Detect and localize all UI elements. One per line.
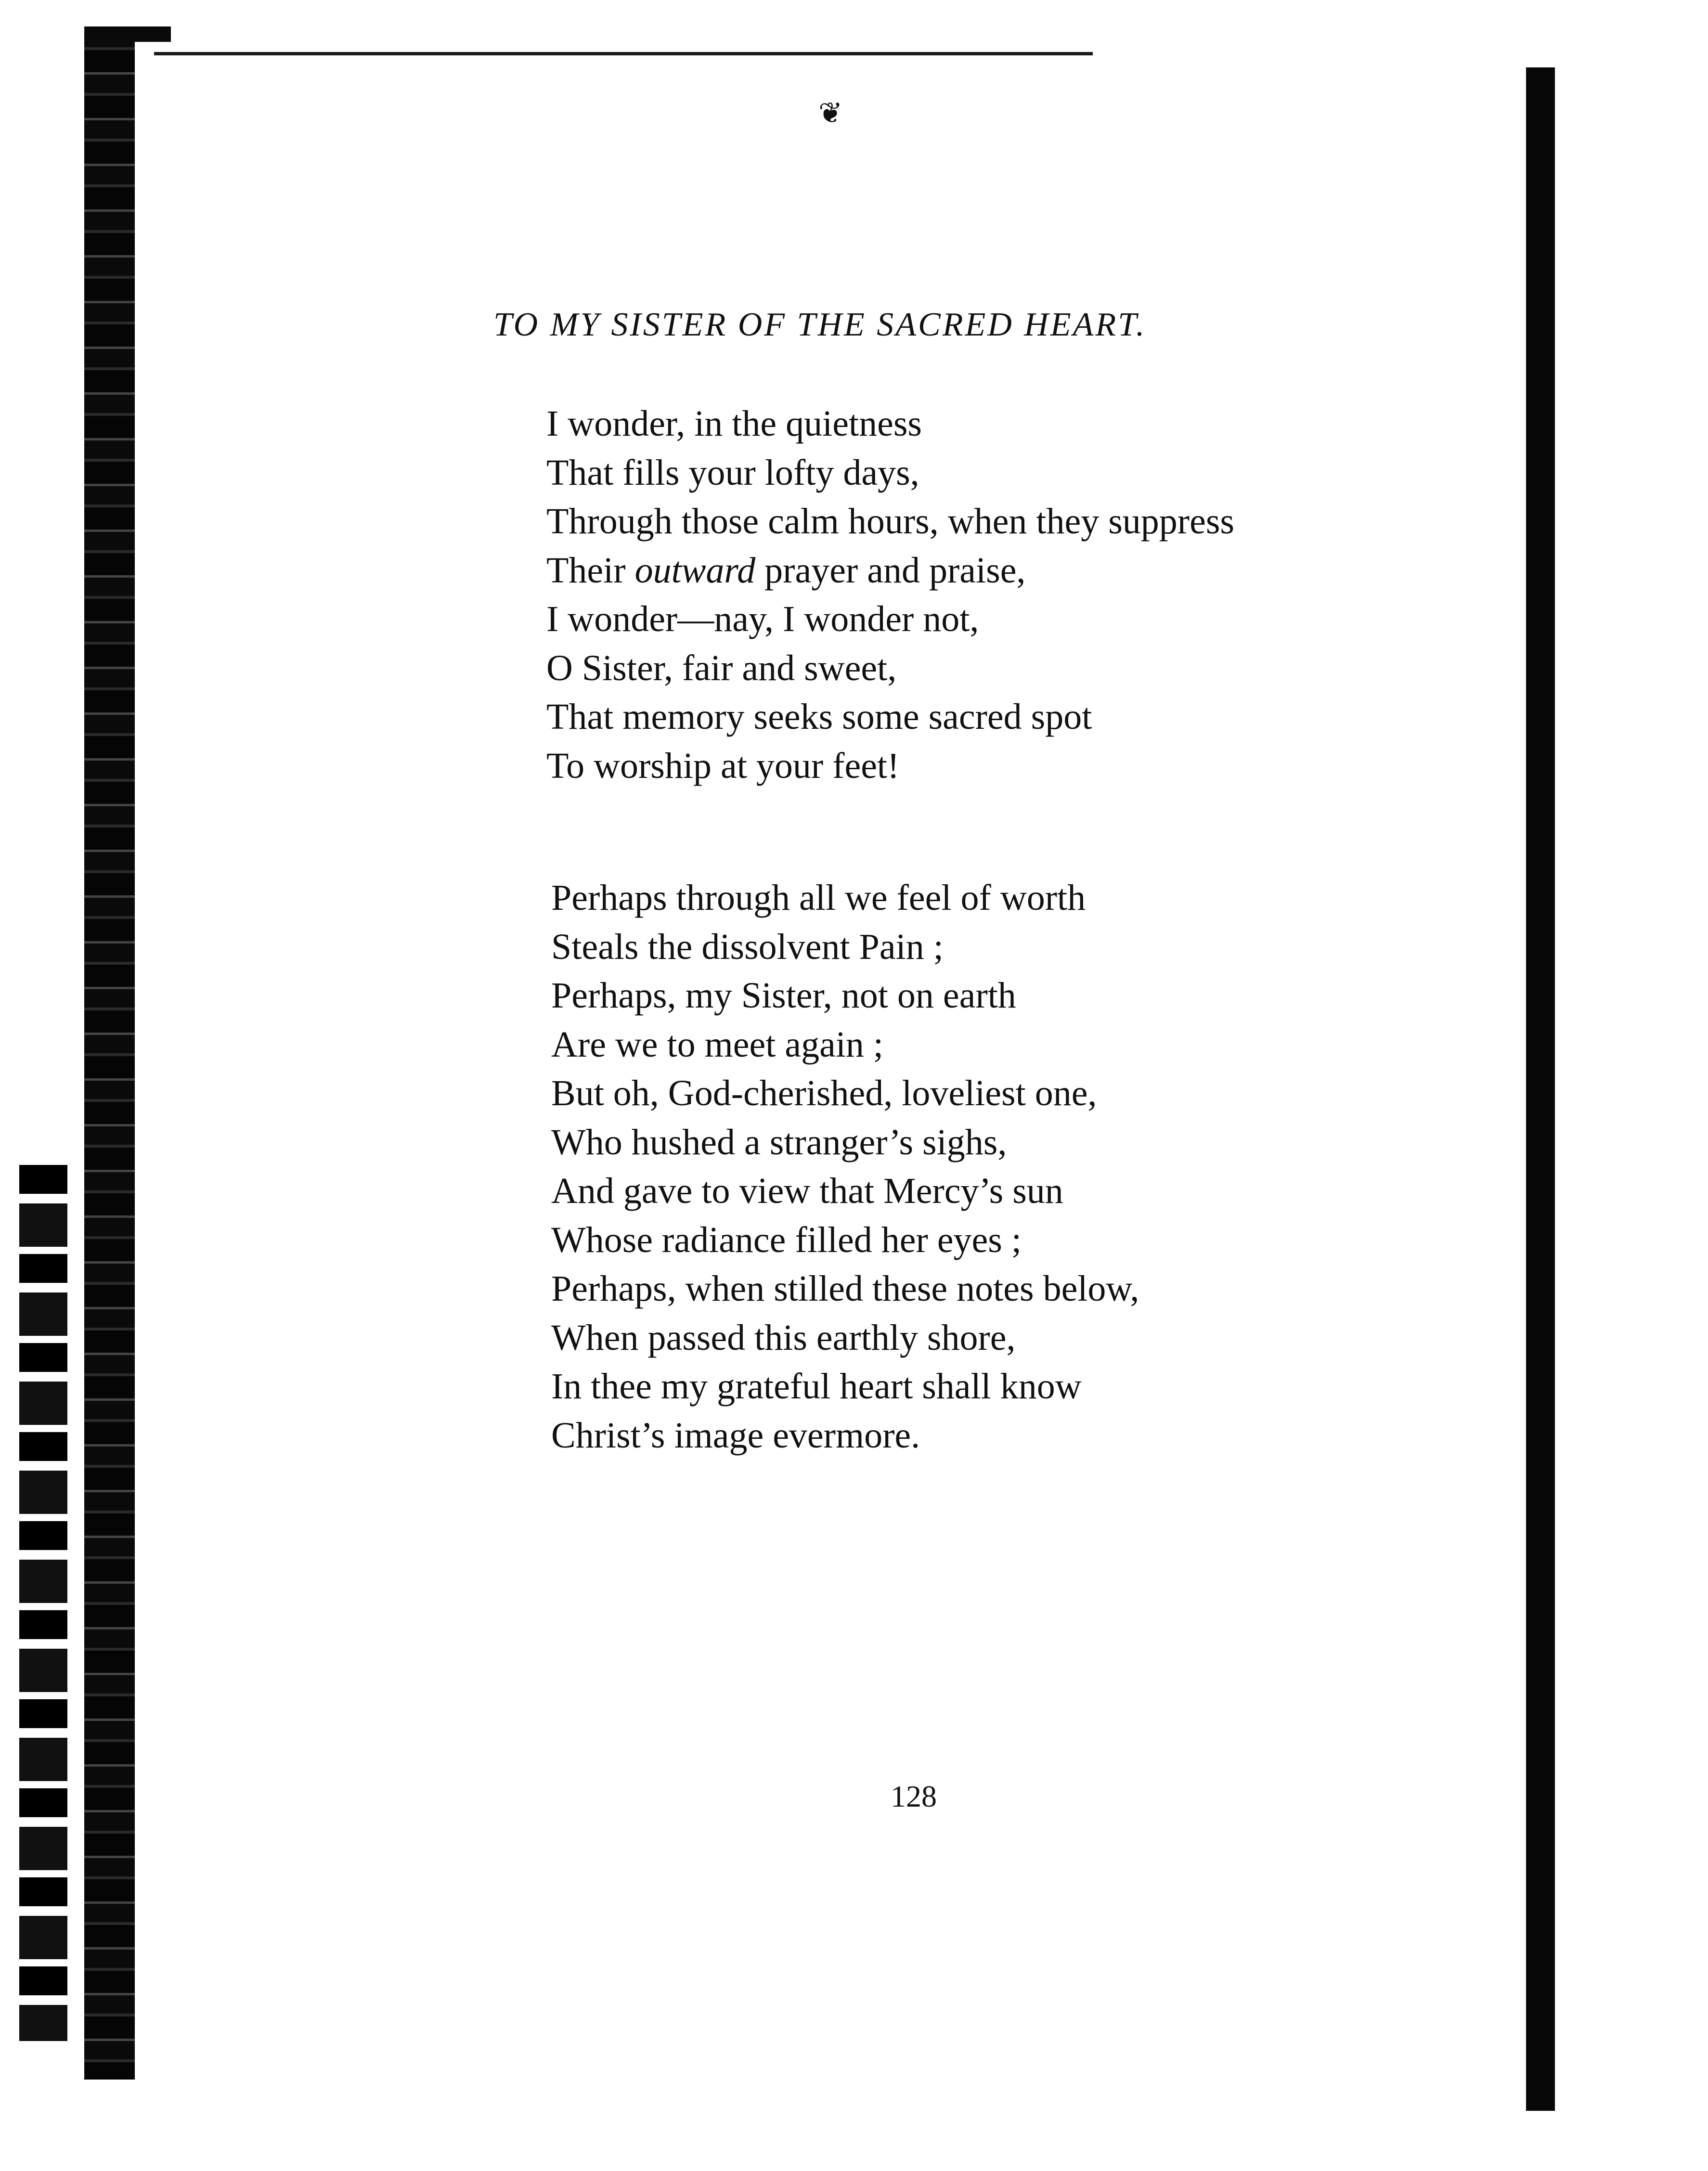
stanza-2 [551,874,1139,1460]
ornament-icon: ❦ [818,97,843,129]
poem-line: But oh, God-cherished, loveliest one, [551,1073,1097,1113]
poem-line: Are we to meet again ; [551,1024,884,1065]
scan-edge-outer [19,1165,67,2041]
poem-line: I wonder, in the quietness [546,403,922,444]
poem-line: And gave to view that Mercy’s sun [551,1171,1063,1211]
poem-line-with-italic [546,546,1234,595]
poem-line: That fills your lofty days, [546,452,919,493]
poem-line: I wonder—nay, I wonder not, [546,599,979,639]
poem-line: Perhaps through all we feel of worth [551,878,1086,918]
poem-line: When passed this earthly shore, [551,1317,1016,1358]
poem-line: Whose radiance filled her eyes ; [551,1219,1022,1260]
line-text: prayer and praise, [755,550,1026,591]
page-number: 128 [891,1779,937,1813]
scan-edge-right [1526,67,1555,2111]
poem-line: Perhaps, my Sister, not on earth [551,975,1016,1016]
poem-line: That memory seeks some sacred spot [546,697,1092,737]
poem-line: Christ’s image evermore. [551,1415,920,1456]
poem-title: TO MY SISTER OF THE SACRED HEART. [493,306,1147,343]
top-rule [154,52,1093,55]
stanza-1 [546,400,1234,790]
scan-edge-left [84,29,135,2080]
poem-line: Who hushed a stranger’s sighs, [551,1122,1007,1163]
poem-line: Through those calm hours, when they suppress [546,501,1234,542]
poem-line: Perhaps, when stilled these notes below, [551,1268,1139,1309]
poem-line: In thee my grateful heart shall know [551,1366,1082,1407]
poem-line: Steals the dissolvent Pain ; [551,926,944,967]
italic-word: outward [634,550,756,591]
poem-line: To worship at your feet! [546,745,900,786]
poem-line: O Sister, fair and sweet, [546,647,897,688]
line-text: Their [546,550,635,591]
